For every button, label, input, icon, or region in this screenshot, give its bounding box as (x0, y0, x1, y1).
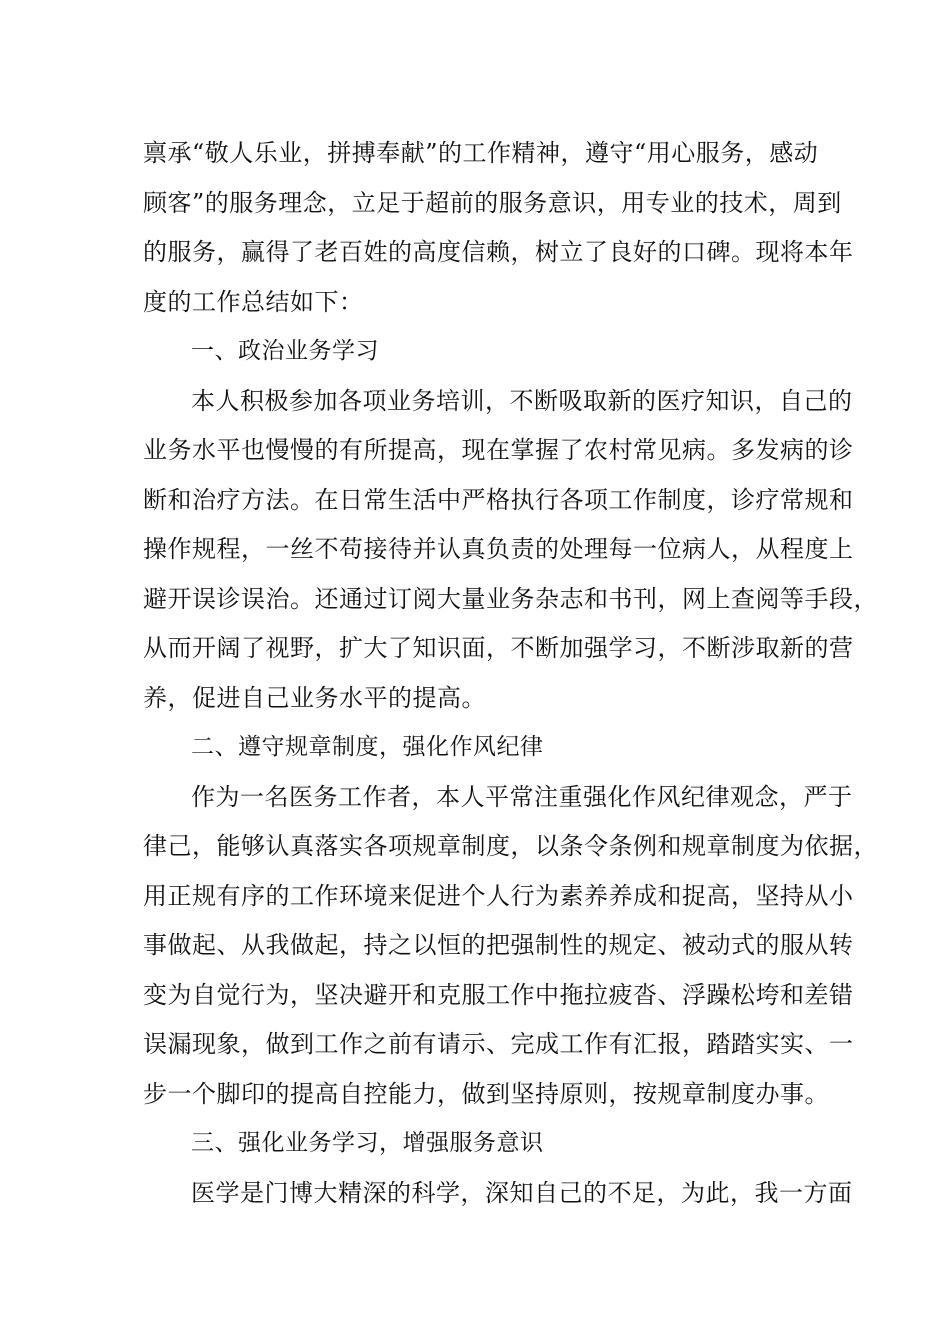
paragraph-line: 变为自觉行为，坚决避开和克服工作中拖拉疲沓、浮躁松垮和差错 (143, 980, 854, 1009)
paragraph-line: 用正规有序的工作环境来促进个人行为素养养成和捉高，坚持从小 (143, 881, 854, 910)
paragraph-line: 养，促进自己业务水平的提高。 (143, 683, 486, 712)
paragraph-line: 断和治疗方法。在日常生活中严格执行各项工作制度，诊疗常规和 (143, 485, 854, 514)
paragraph-line: 操作规程，一丝不苟接待并认真负责的处理每一位病人，从程度上 (143, 535, 854, 563)
paragraph-line: 从而开阔了视野，扩大了知识面，不断加强学习，不断涉取新的营 (143, 634, 854, 662)
section-heading-2: 二、遵守规章制度，强化作风纪律 (191, 734, 544, 760)
paragraph-line: 的服务，赢得了老百姓的高度信赖，树立了良好的口碑。现将本年 (143, 238, 854, 266)
paragraph-line: 步一个脚印的提高自控能力，做到坚持原则，按规章制度办事。 (143, 1079, 829, 1108)
section-heading-1: 一、政治业务学习 (191, 338, 379, 364)
paragraph-line: 度的工作总结如下： (143, 287, 364, 316)
paragraph-line: 医学是门博大精深的科学，深知自己的不足，为此，我一方面 (191, 1178, 853, 1207)
paragraph-line: 避开误诊误治。还通过订阅大量业务杂志和书刊，网上查阅等手段， (143, 584, 878, 613)
paragraph-line: 禀承“敬人乐业，拼搏奉献”的工作精神，遵守“用心服务，感动 (143, 139, 819, 167)
paragraph-line: 律己，能够认真落实各项规章制度，以条令条例和规章制度为依据， (143, 832, 878, 860)
paragraph-line: 事做起、从我做起，持之以恒的把强制性的规定、被动式的服从转 (143, 931, 854, 959)
section-heading-3: 三、强化业务学习，增强服务意识 (191, 1130, 544, 1156)
paragraph-line: 本人积极参加各项业务培训，不断吸取新的医疗知识，自己的 (191, 386, 853, 415)
paragraph-line: 顾客”的服务理念，立足于超前的服务意识，用专业的技术，周到 (143, 188, 842, 217)
paragraph-line: 业务水平也慢慢的有所提高，现在掌握了农村常见病。多发病的诊 (143, 436, 854, 464)
paragraph-line: 作为一名医务工作者，本人平常注重强化作风纪律观念，严于 (191, 782, 853, 811)
paragraph-line: 误漏现象，做到工作之前有请示、完成工作有汇报，踏踏实实、一 (143, 1030, 854, 1058)
document-body (143, 129, 878, 1218)
